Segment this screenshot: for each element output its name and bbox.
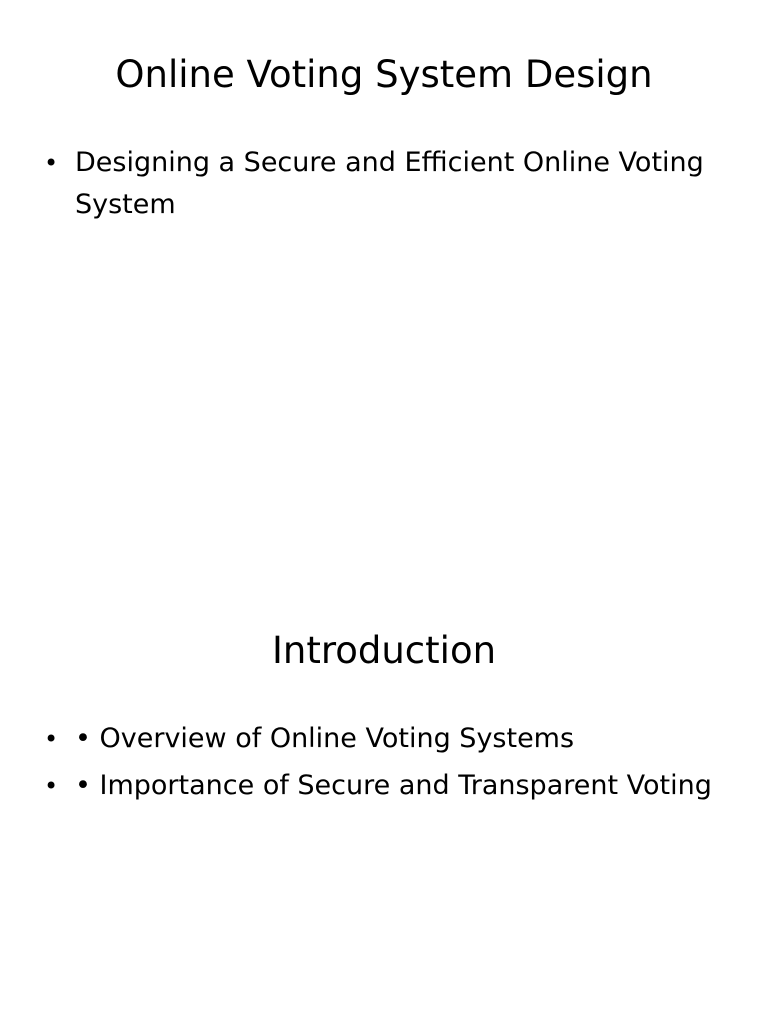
bullet-text: • Importance of Secure and Transparent Voting	[75, 770, 712, 801]
bullet-list	[44, 718, 724, 812]
slide-title: Online Voting System Design	[115, 53, 653, 96]
bullet-marker: •	[44, 725, 59, 753]
bullet-text: • Overview of Online Voting Systems	[75, 723, 575, 754]
bullet-item	[44, 765, 724, 807]
bullet-item	[44, 142, 724, 226]
bullet-marker: •	[44, 149, 59, 177]
bullet-item	[44, 718, 724, 760]
slide-title: Introduction	[271, 629, 497, 672]
bullet-marker: •	[44, 772, 59, 800]
bullet-text: Designing a Secure and Efficient Online Voting System	[75, 147, 704, 220]
bullet-list	[44, 142, 724, 231]
slide-2	[0, 576, 768, 1024]
